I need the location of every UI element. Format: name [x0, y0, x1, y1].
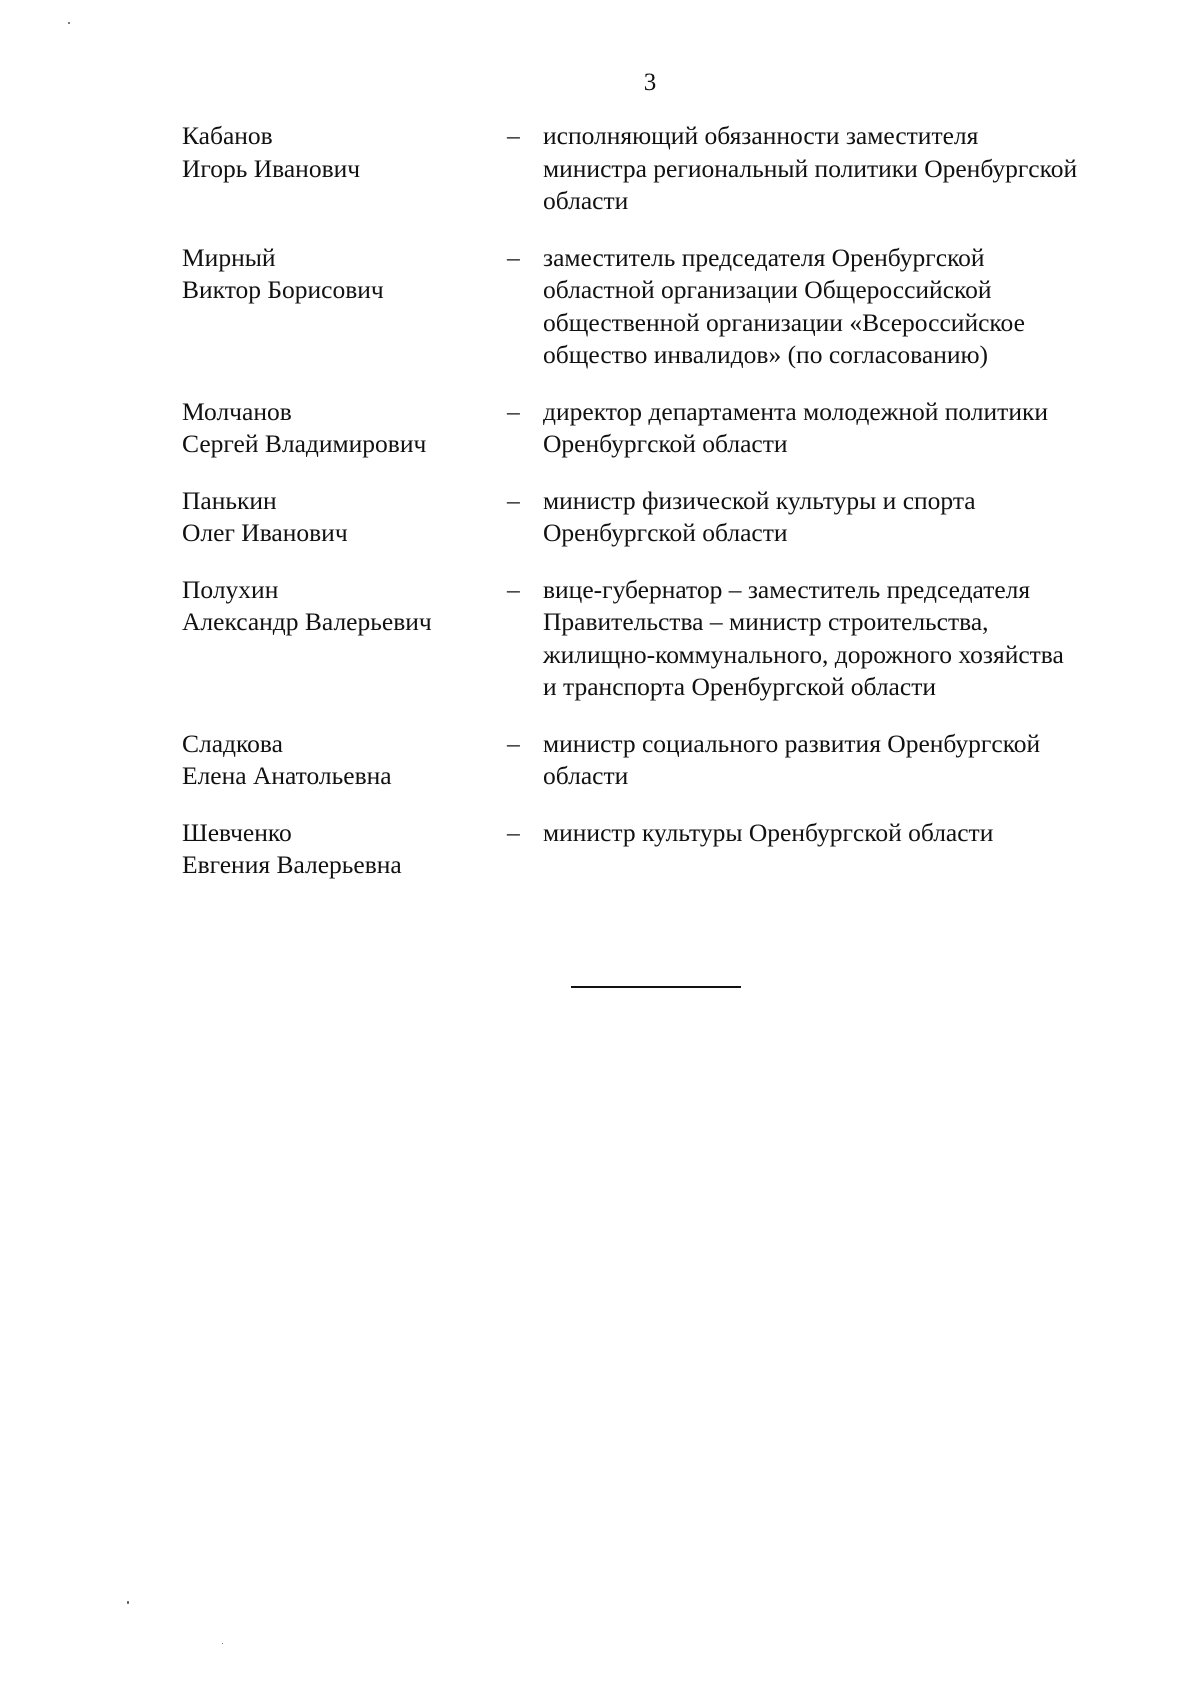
member-surname: Сладкова: [182, 728, 283, 758]
member-surname: Молчанов: [182, 396, 292, 426]
member-dash: –: [507, 396, 520, 426]
scan-speck: [68, 22, 70, 24]
member-dash: –: [507, 728, 520, 758]
member-name: [182, 120, 507, 185]
member-given-names: Виктор Борисович: [182, 275, 384, 304]
member-position: министр социального развития Оренбургской области: [543, 728, 1041, 790]
member-surname: Полухин: [182, 574, 279, 604]
member-given-names: Игорь Иванович: [182, 153, 361, 183]
member-given-names: Олег Иванович: [182, 518, 348, 547]
member-surname: Шевченко: [182, 817, 292, 847]
member-position: исполняющий обязанности заместителя министра региональный политики Оренбургской области: [543, 121, 1078, 215]
member-position: заместитель председателя Оренбургской областной организации Общероссийской общественной организации «Всероссийское общество инвалидов» (по согласованию): [543, 242, 1025, 369]
member-dash: –: [507, 242, 520, 272]
member-name: [182, 242, 507, 307]
member-dash: –: [507, 574, 520, 604]
member-surname: Панькин: [182, 485, 277, 515]
scan-speck: [127, 1601, 129, 1604]
member-entry: [182, 574, 1142, 704]
member-dash: –: [507, 485, 520, 515]
member-given-names: Александр Валерьевич: [182, 607, 432, 636]
member-given-names: Евгения Валерьевна: [182, 850, 402, 879]
member-dash: –: [507, 817, 520, 847]
member-position: вице-губернатор – заместитель председателя Правительства – министр строительства, жилищно-коммунального, дорожного хозяйства и транспорта Оренбургской области: [543, 574, 1064, 701]
member-entry: [182, 396, 1142, 461]
scan-speck: [222, 1643, 223, 1644]
end-of-list-rule: [571, 986, 741, 988]
member-entry: [182, 485, 1142, 550]
member-list: [182, 120, 1142, 882]
member-position: министр культуры Оренбургской области: [543, 817, 994, 847]
member-name: [182, 817, 507, 882]
member-entry: [182, 120, 1142, 218]
member-name: [182, 396, 507, 461]
member-name: [182, 485, 507, 550]
member-entry: [182, 817, 1142, 882]
page-number: 3: [643, 69, 657, 96]
member-name: [182, 574, 507, 639]
member-position: директор департамента молодежной политики Оренбургской области: [543, 396, 1048, 458]
member-given-names: Сергей Владимирович: [182, 429, 427, 458]
member-name: [182, 728, 507, 793]
member-position: министр физической культуры и спорта Оренбургской области: [543, 485, 976, 547]
member-dash: –: [507, 121, 520, 150]
member-entry: [182, 242, 1142, 372]
member-surname: Кабанов: [182, 121, 273, 150]
member-surname: Мирный: [182, 242, 276, 272]
member-entry: [182, 728, 1142, 793]
member-given-names: Елена Анатольевна: [182, 761, 392, 790]
